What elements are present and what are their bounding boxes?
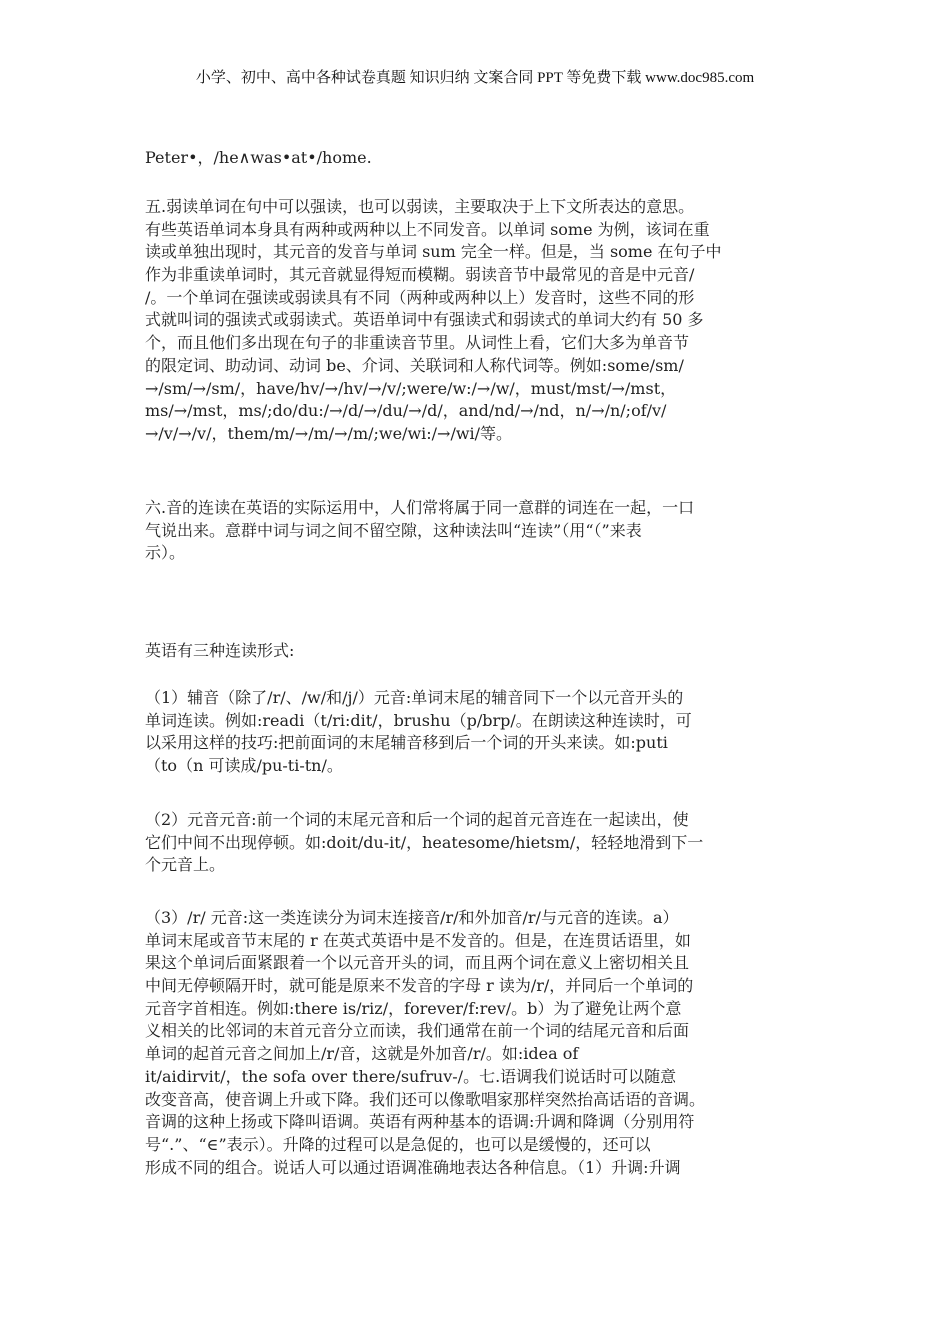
paragraph-three-forms — [145, 640, 815, 663]
text-line: （2）元音元音:前一个词的末尾元音和后一个词的起首元音连在一起读出，使 — [145, 810, 689, 829]
text-line: 有些英语单词本身具有两种或两种以上不同发音。以单词 some 为例，该词在重 — [145, 219, 710, 239]
text-line: 单词的起首元音之间加上/r/音，这就是外加音/r/。如:idea of — [145, 1044, 579, 1064]
paragraph-form-2 — [145, 809, 815, 877]
page-header: 小学、初中、高中各种试卷真题 知识归纳 文案合同 PPT 等免费下载 www.doc985.com — [195, 70, 755, 86]
text-line: 形成不同的组合。说话人可以通过语调准确地表达各种信息。（1）升调:升调 — [145, 1157, 681, 1177]
text-line: 以采用这样的技巧:把前面词的末尾辅音移到后一个词的开头来读。如:puti — [145, 733, 668, 753]
text-line: →/v/→/v/，them/m/→/m/→/m/;we/wi:/→/wi/等。 — [145, 423, 513, 443]
text-line: 它们中间不出现停顿。如:doit/du-it/，heatesome/hietsm/，轻轻地滑到下一 — [145, 832, 704, 852]
text-line: 个元音上。 — [145, 855, 226, 875]
text-line: Peter•，/he∧was•at•/home. — [145, 148, 372, 167]
text-line: 五.弱读单词在句中可以强读，也可以弱读，主要取决于上下文所表达的意思。 — [145, 197, 695, 216]
text-line: 气说出来。意群中词与词之间不留空隙，这种读法叫“连读”（用“（”来表 — [145, 520, 642, 540]
text-line: 义相关的比邻词的末首元音分立而读，我们通常在前一个词的结尾元音和后面 — [145, 1021, 690, 1041]
text-line: 示）。 — [145, 543, 186, 563]
text-line: 改变音高，使音调上升或下降。我们还可以像歌唱家那样突然抬高话语的音调。 — [145, 1089, 706, 1109]
paragraph-form-3 — [145, 907, 815, 1179]
text-line: →/sm/→/sm/，have/hv/→/hv/→/v/;were/w:/→/w/，must/mst/→/mst， — [145, 378, 677, 398]
text-line: 号“.”、“∈”表示）。升降的过程可以是急促的，也可以是缓慢的，还可以 — [145, 1134, 651, 1154]
text-line: （3）/r/ 元音:这一类连读分为词末连接音/r/和外加音/r/与元音的连读。a） — [145, 908, 679, 927]
text-line: 中间无停顿隔开时，就可能是原来不发音的字母 r 读为/r/，并同后一个单词的 — [145, 976, 694, 996]
text-line: 六.音的连读在英语的实际运用中，人们常将属于同一意群的词连在一起，一口 — [145, 498, 695, 517]
text-line: 果这个单词后面紧跟着一个以元音开头的词，而且两个词在意义上密切相关且 — [145, 953, 690, 973]
paragraph-section-6 — [145, 497, 815, 565]
paragraph-peter — [145, 147, 815, 170]
text-line: 音调的这种上扬或下降叫语调。英语有两种基本的语调:升调和降调（分别用符 — [145, 1112, 695, 1132]
text-line: /。一个单词在强读或弱读具有不同（两种或两种以上）发音时，这些不同的形 — [145, 287, 695, 307]
text-line: 作为非重读单词时，其元音就显得短而模糊。弱读音节中最常见的音是中元音/ — [145, 265, 695, 285]
text-line: 式就叫词的强读式或弱读式。英语单词中有强读式和弱读式的单词大约有 50 多 — [145, 310, 704, 330]
paragraph-section-5 — [145, 196, 815, 446]
text-line: （1）辅音（除了/r/、/w/和/j/）元音:单词末尾的辅音同下一个以元音开头的 — [145, 688, 684, 707]
text-line: 单词末尾或音节末尾的 r 在英式英语中是不发音的。但是，在连贯话语里，如 — [145, 930, 691, 950]
text-line: 元音字首相连。例如:there is/riz/，forever/f:rev/。b）为了避免让两个意 — [145, 998, 682, 1018]
text-line: 读或单独出现时，其元音的发音与单词 sum 完全一样。但是，当 some 在句子中 — [145, 242, 722, 262]
text-line: （to（n 可读成/pu-ti-tn/。 — [145, 756, 343, 776]
text-line: 单词连读。例如:readi（t/ri:dit/，brushu（p/brp/。在朗读这种连读时，可 — [145, 710, 692, 730]
text-line: it/aidirvit/，the sofa over there/sufruv-/。七.语调我们说话时可以随意 — [145, 1066, 677, 1086]
text-line: 的限定词、助动词、动词 be、介词、关联词和人称代词等。例如:some/sm/ — [145, 355, 684, 375]
text-line: 个，而且他们多出现在句子的非重读音节里。从词性上看，它们大多为单音节 — [145, 333, 690, 353]
paragraph-form-1 — [145, 687, 815, 778]
text-line: 英语有三种连读形式: — [145, 641, 295, 660]
text-line: ms/→/mst，ms/;do/du:/→/d/→/du/→/d/，and/nd/→/nd，n/→/n/;of/v/ — [145, 401, 667, 421]
